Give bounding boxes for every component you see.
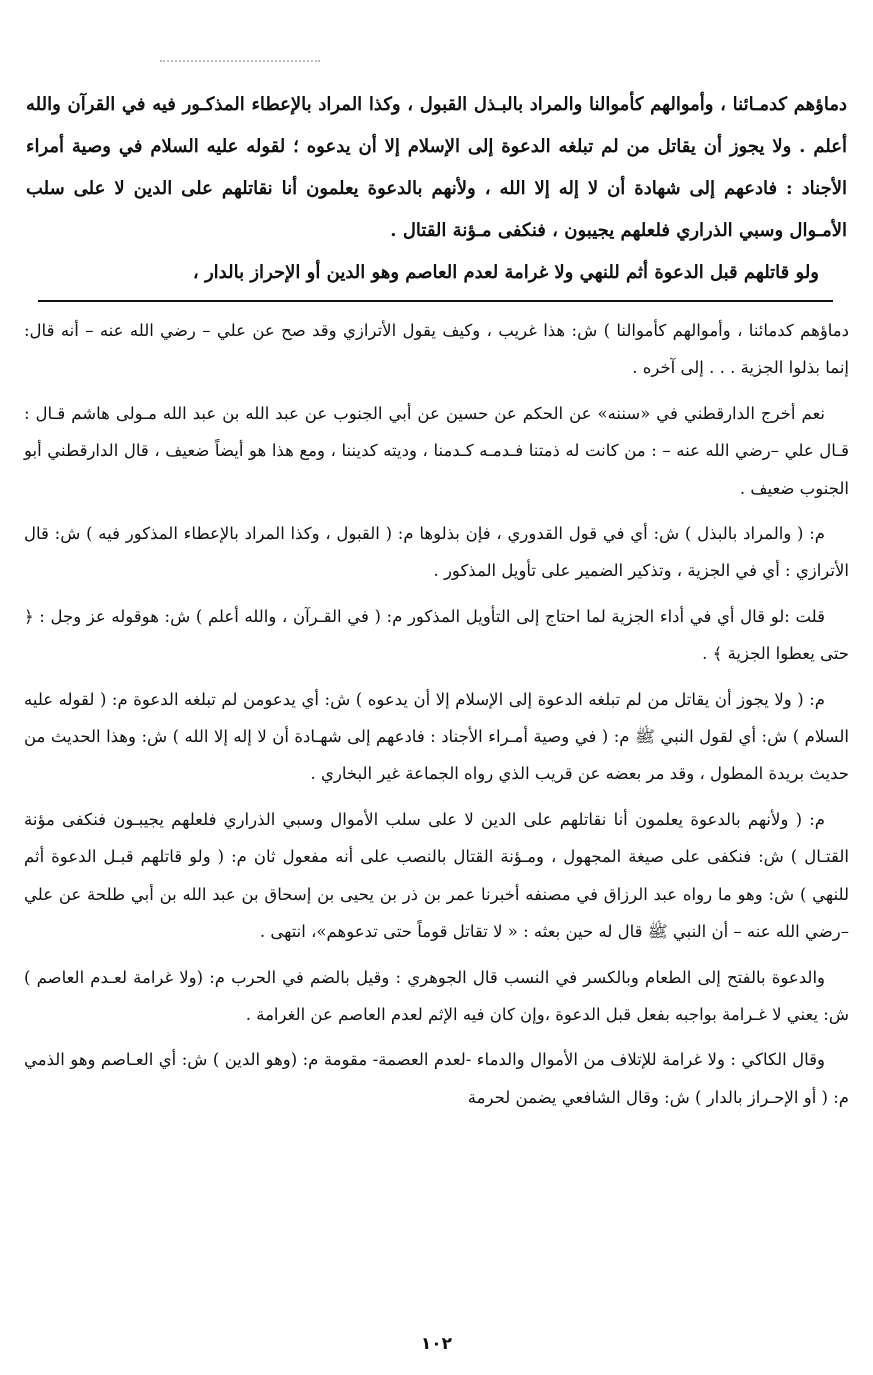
main-paragraph: دماؤهم كدمـائنا ، وأموالهم كأموالنا والمراد بالبـذل القبول ، وكذا المراد بالإعطاء المذكـور فيه في القرآن والله أعلم . ولا يجوز أن يقاتل من لم تبلغه الدعوة إلى الإسلام إلا أن يدعوه ؛ لقوله عليه السلام في وصية أمراء الأجناد : فادعهم إلى شهادة أن لا إله إلا الله ، ولأنهم بالدعوة يعلمون أنا نقاتلهم على الدين لا على سلب الأمـوال وسبي الذراري فلعلهم يجيبون ، فنكفى مـؤنة القتال . (26, 94, 847, 241)
main-text (26, 84, 847, 294)
commentary-paragraph: والدعوة بالفتح إلى الطعام وبالكسر في النسب قال الجوهري : وقيل بالضم في الحرب م: (ولا غرامة لعـدم العاصم ) ش: يعني لا غـرامة بواجبه بفعل قبل الدعوة ،وإن كان فيه الإثم لعدم العاصم عن الغرامة . (24, 967, 849, 1024)
commentary-paragraph: نعم أخرج الدارقطني في «سننه» عن الحكم عن حسين عن أبي الجنوب عن عبد الله بن عبد الله مـولى هاشم قـال : قـال علي –رضي الله عنه – : من كانت له ذمتنا فـدمـه كـدمنا ، وديته كديننا ، ومع هذا هو أيضاً ضعيف ، قال الدارقطني أبو الجنوب ضعيف . (24, 403, 849, 498)
page-number: ١٠٢ (420, 1334, 453, 1354)
commentary-paragraph: م: ( والمراد بالبذل ) ش: أي في قول القدوري ، فإن بذلوها م: ( القبول ، وكذا المراد بالإعطاء المذكور فيه ) ش: قال الأترازي : أي في الجزية ، وتذكير الضمير على تأويل المذكور . (24, 524, 849, 581)
separator-rule (38, 300, 833, 302)
commentary-paragraph: وقال الكاكي : ولا غرامة للإتلاف من الأموال والدماء -لعدم العصمة- مقومة م: (وهو الدين ) ش: أي العـاصم وهو الذمي م: ( أو الإحـراز بالدار ) ش: وقال الشافعي يضمن لحرمة (24, 1050, 849, 1107)
commentary-paragraph: م: ( ولا يجوز أن يقاتل من لم تبلغه الدعوة إلى الإسلام إلا أن يدعوه ) ش: أي يدعومن لم تبلغه الدعوة م: ( لقوله عليه السلام ) ش: أي لقول النبي ﷺ م: ( في وصية أمـراء الأجناد : فادعهم إلى شهـادة أن لا إله إلا الله ) ش: وهذا الحديث من حديث بريدة المطول ، وقد مر بعضه عن قريب الذي رواه الجماعة غير البخاري . (24, 689, 849, 784)
commentary-paragraph: قلت :لو قال أي في أداء الجزية لما احتاج إلى التأويل المذكور م: ( في القـرآن ، والله أعلم ) ش: هوقوله عز وجل : ﴿ حتى يعطوا الجزية ﴾ . (24, 606, 849, 664)
header-dotted-mark (160, 60, 320, 64)
commentary-paragraph: دماؤهم كدمائنا ، وأموالهم كأموالنا ) ش: هذا غريب ، وكيف يقول الأترازي وقد صح عن علي – رضي الله عنه – أنه قال: إنما بذلوا الجزية . . . إلى آخره . (24, 321, 849, 378)
commentary-text (24, 312, 849, 1120)
main-paragraph: ولو قاتلهم قبل الدعوة أثم للنهي ولا غرامة لعدم العاصم وهو الدين أو الإحراز بالدار ، (192, 262, 819, 283)
commentary-paragraph: م: ( ولأنهم بالدعوة يعلمون أنا نقاتلهم على الدين لا على سلب الأموال وسبي الذراري فلعلهم يجيبـون فنكفى مؤنة القتـال ) ش: فنكفى على صيغة المجهول ، ومـؤنة القتال بالنصب على أنه مفعول ثان م: ( ولو قاتلهم قبـل الدعوة أثم للنهي ) ش: وهو ما رواه عبد الرزاق في مصنفه أخبرنا عمر بن ذر بن يحيى بن إسحاق بن عبد الله بن أبي طلحة عن علي –رضي الله عنه – أن النبي ﷺ قال له حين بعثه : « لا تقاتل قوماً حتى تدعوهم»، انتهى . (24, 809, 849, 942)
